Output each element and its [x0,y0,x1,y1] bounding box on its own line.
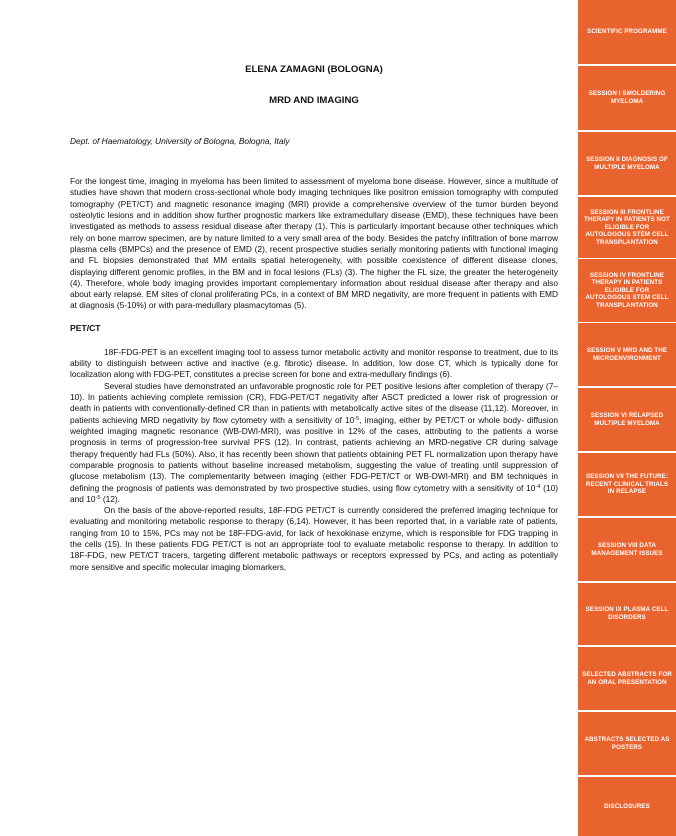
p2-text-a: Several studies have demonstrated an unfavorable prognostic role for PET positive lesions after completion of therapy (7–10). In patients achieving complete remission (CR), FDG-PET/CT negativity after ASCT predicted a lower risk of progression or death in patients with conventionally-defined CR than in patients with metabolically active sites of the disease (11,12). Moreover, in patients achieving MRD negativity by flow cytometry with a sensitivity of 10 [70,380,558,425]
session-nav [578,0,676,836]
p2-text-d: (12). [100,493,120,504]
p2-superscript-3: -5 [95,494,101,501]
nav-session-8[interactable]: SESSION VIII DATA MANAGEMENT ISSUES [578,518,676,581]
p2-superscript-1: -5 [354,415,360,422]
nav-poster-abstracts[interactable]: ABSTRACTS SELECTED AS POSTERS [578,712,676,775]
nav-session-4[interactable]: SESSION IV FRONTLINE THERAPY IN PATIENTS ELIGIBLE FOR AUTOLOGOUS STEM CELL TRANSPLANTATION [578,259,676,322]
article-title: MRD AND IMAGING [269,95,359,106]
author-name: ELENA ZAMAGNI (BOLOGNA) [245,64,383,75]
intro-paragraph: For the longest time, imaging in myeloma has been limited to assessment of myeloma bone disease. However, since a multitude of studies have shown that modern cross-sectional whole body imaging techniques like positron emission tomography with computed tomography (PET/CT) and magnetic resonance imaging (MRI) provide a comprehensive overview of the tumor burden beyond osteolytic lesions and in addition show further prognostic markers like extramedullary disease (EMD), these techniques have been investigated as methods to assess residual disease after therapy (1). This is particularly important because other techniques which rely on bone marrow specimen, are by nature limited to a very small area of the body. Besides the patchy infiltration of bone marrow plasma cells (BMPCs) and the presence of EMD (2), recent prospective studies serially monitoring patients with functional imaging and FL biopsies demonstrated that MM entails spatial heterogeneity, with possible coexistence of different disease clones, displaying different genomic profiles, in the BM and in focal lesions (FLs) (3). The higher the FL size, the greater the heterogeneity (4). Therefore, whole body imaging provides important complementary information about residual disease after therapy and also about early relapse. EM sites of clonal proliferating PCs, in a context of BM MRD negativity, are more frequent in patients with EMD at diagnosis (5-10%) or with para-medullary plasmacytomas (5). [70,176,558,311]
nav-session-7[interactable]: SESSION VII THE FUTURE: RECENT CLINICAL TRIALS IN RELAPSE [578,453,676,516]
pet-paragraph-3: On the basis of the above-reported results, 18F-FDG PET/CT is currently considered the preferred imaging technique for evaluating and monitoring metabolic response to therapy (6,14). However, it has been reported that, in a variable rate of patients, ranging from 10 to 15%, PCs may not be 18F-FDG-avid, for lack of hexokinase enzyme, which is responsible for FDG trapping in the cells (15). In these patients FDG PET/CT is not an appropriate tool to evaluate metabolic response to therapy. In addition to 18F-FDG, new PET/CT tracers, targeting different metabolic pathways or receptors expressed by PCs, and acting as potentially more sensitive and specific molecular imaging biomarkers, [70,505,558,572]
p2-superscript-2: -4 [535,483,541,490]
nav-session-1[interactable]: SESSION I SMOLDERING MYELOMA [578,66,676,130]
nav-scientific-programme[interactable]: SCIENTIFIC PROGRAMME [578,0,676,64]
pet-paragraph-1: 18F-FDG-PET is an excellent imaging tool to assess tumor metabolic activity and monitor response to treatment, due to its ability to distinguish between active and inactive (e.g. fibrotic) disease. In addition, low dose CT, which is typically done for localization along with FDG-PET, constitutes a precise screen for bone and extra-medullary findings (6). [70,346,558,380]
p2-text-b: , imaging, either by PET/CT or whole body- diffusion weighted imaging magnetic resonance (WB-DWI-MRI), was positive in 12% of the cases, attributing to the patients a worse prognosis in terms of progression-free survival PFS (12). In contrast, patients achieving an MRD-negative CR during salvage therapy frequently had FLs (50%). Also, it has recently been shown that patients obtaining PET FL normalization upon therapy have comparable prognosis to patients without baseline increased metabolism, suggesting the value of treating until suppression of glucose metabolism (13). The complementarity between imaging (either FDG-PET/CT or WB-DWI-MRI) and BM techniques in defining the prognosis of patients was demonstrated by two prospective studies, using flow cytometry with a sensitivity of 10 [70,414,558,493]
nav-session-6[interactable]: SESSION VI RELAPSED MULTIPLE MYELOMA [578,388,676,451]
section-heading: PET/CT [70,322,101,333]
article [70,64,558,573]
nav-session-2[interactable]: SESSION II DIAGNOSIS OF MULTIPLE MYELOMA [578,132,676,195]
nav-oral-abstracts[interactable]: SELECTED ABSTRACTS FOR AN ORAL PRESENTATION [578,647,676,710]
nav-session-9[interactable]: SESSION IX PLASMA CELL DISORDERS [578,583,676,645]
affiliation: Dept. of Haematology, University of Bologna, Bologna, Italy [70,136,290,146]
pet-paragraph-2 [70,381,558,505]
nav-session-5[interactable]: SESSION V MRD AND THE MICROENVIRONMENT [578,323,676,386]
nav-disclosures[interactable]: DISCLOSURES [578,777,676,836]
nav-session-3[interactable]: SESSION III FRONTLINE THERAPY IN PATIENTS NOT ELIGIBLE FOR AUTOLOGOUS STEM CELL TRANSPLANTATION [578,197,676,258]
p2-text-c: (10) and 10 [70,482,559,504]
